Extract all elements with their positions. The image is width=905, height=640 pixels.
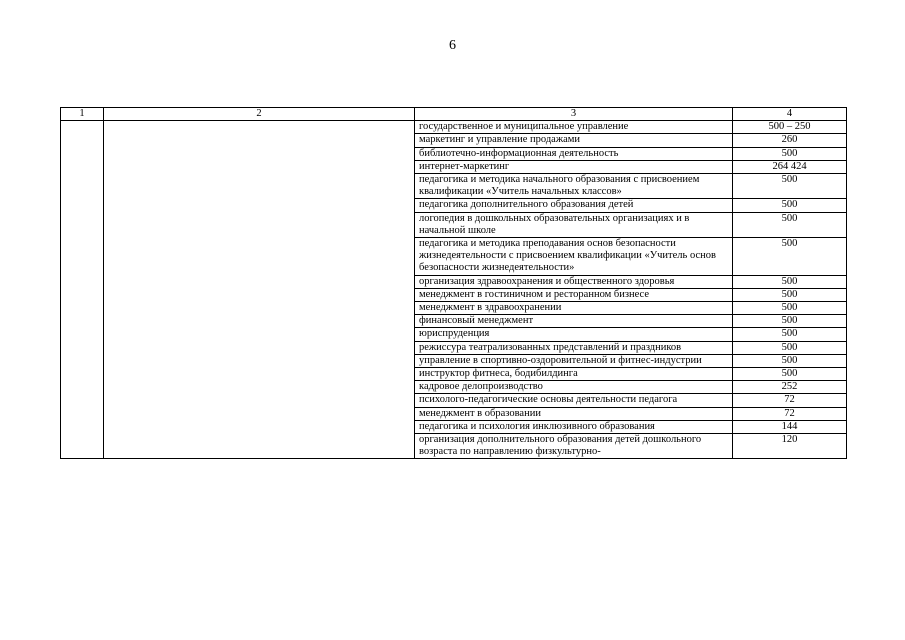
program-name-cell: психолого-педагогические основы деятельности педагога xyxy=(415,394,733,407)
hours-cell: 500 xyxy=(733,238,847,276)
hours-cell: 252 xyxy=(733,381,847,394)
program-name-cell: педагогика и методика преподавания основ безопасности жизнедеятельности с присвоением квалификации «Учитель основ безопасности жизнедеятельности» xyxy=(415,238,733,276)
hours-cell: 500 – 250 xyxy=(733,121,847,134)
program-name-cell: педагогика и методика начального образования с присвоением квалификации «Учитель начальных классов» xyxy=(415,174,733,199)
merged-cell-col-2 xyxy=(104,121,415,459)
program-name-cell: государственное и муниципальное управление xyxy=(415,121,733,134)
table-header xyxy=(61,108,847,121)
hours-cell: 500 xyxy=(733,368,847,381)
hours-cell: 500 xyxy=(733,341,847,354)
program-name-cell: управление в спортивно-оздоровительной и фитнес-индустрии xyxy=(415,354,733,367)
programs-table xyxy=(60,107,847,459)
program-name-cell: библиотечно-информационная деятельность xyxy=(415,147,733,160)
page-number: 6 xyxy=(449,38,456,53)
hours-cell: 120 xyxy=(733,434,847,459)
program-name-cell: режиссура театрализованных представлений и праздников xyxy=(415,341,733,354)
header-col-4: 4 xyxy=(733,108,847,121)
program-name-cell: инструктор фитнеса, бодибилдинга xyxy=(415,368,733,381)
program-name-cell: менеджмент в здравоохранении xyxy=(415,302,733,315)
header-col-2: 2 xyxy=(104,108,415,121)
program-name-cell: интернет-маркетинг xyxy=(415,160,733,173)
hours-cell: 500 xyxy=(733,275,847,288)
merged-cell-col-1 xyxy=(61,121,104,459)
hours-cell: 500 xyxy=(733,212,847,237)
program-name-cell: кадровое делопроизводство xyxy=(415,381,733,394)
hours-cell: 500 xyxy=(733,199,847,212)
table-body xyxy=(61,121,847,459)
hours-cell: 500 xyxy=(733,315,847,328)
hours-cell: 72 xyxy=(733,407,847,420)
program-name-cell: юриспруденция xyxy=(415,328,733,341)
program-name-cell: маркетинг и управление продажами xyxy=(415,134,733,147)
program-name-cell: организация дополнительного образования детей дошкольного возраста по направлению физкультурно- xyxy=(415,434,733,459)
program-name-cell: педагогика и психология инклюзивного образования xyxy=(415,420,733,433)
header-col-1: 1 xyxy=(61,108,104,121)
program-name-cell: финансовый менеджмент xyxy=(415,315,733,328)
program-name-cell: педагогика дополнительного образования детей xyxy=(415,199,733,212)
header-col-3: 3 xyxy=(415,108,733,121)
program-name-cell: менеджмент в образовании xyxy=(415,407,733,420)
table-row xyxy=(61,121,847,134)
hours-cell: 500 xyxy=(733,288,847,301)
program-name-cell: логопедия в дошкольных образовательных организациях и в начальной школе xyxy=(415,212,733,237)
hours-cell: 500 xyxy=(733,302,847,315)
program-name-cell: менеджмент в гостиничном и ресторанном бизнесе xyxy=(415,288,733,301)
hours-cell: 500 xyxy=(733,174,847,199)
hours-cell: 260 xyxy=(733,134,847,147)
hours-cell: 500 xyxy=(733,354,847,367)
program-name-cell: организация здравоохранения и общественного здоровья xyxy=(415,275,733,288)
hours-cell: 144 xyxy=(733,420,847,433)
header-row xyxy=(61,108,847,121)
hours-cell: 500 xyxy=(733,147,847,160)
hours-cell: 72 xyxy=(733,394,847,407)
hours-cell: 264 424 xyxy=(733,160,847,173)
hours-cell: 500 xyxy=(733,328,847,341)
